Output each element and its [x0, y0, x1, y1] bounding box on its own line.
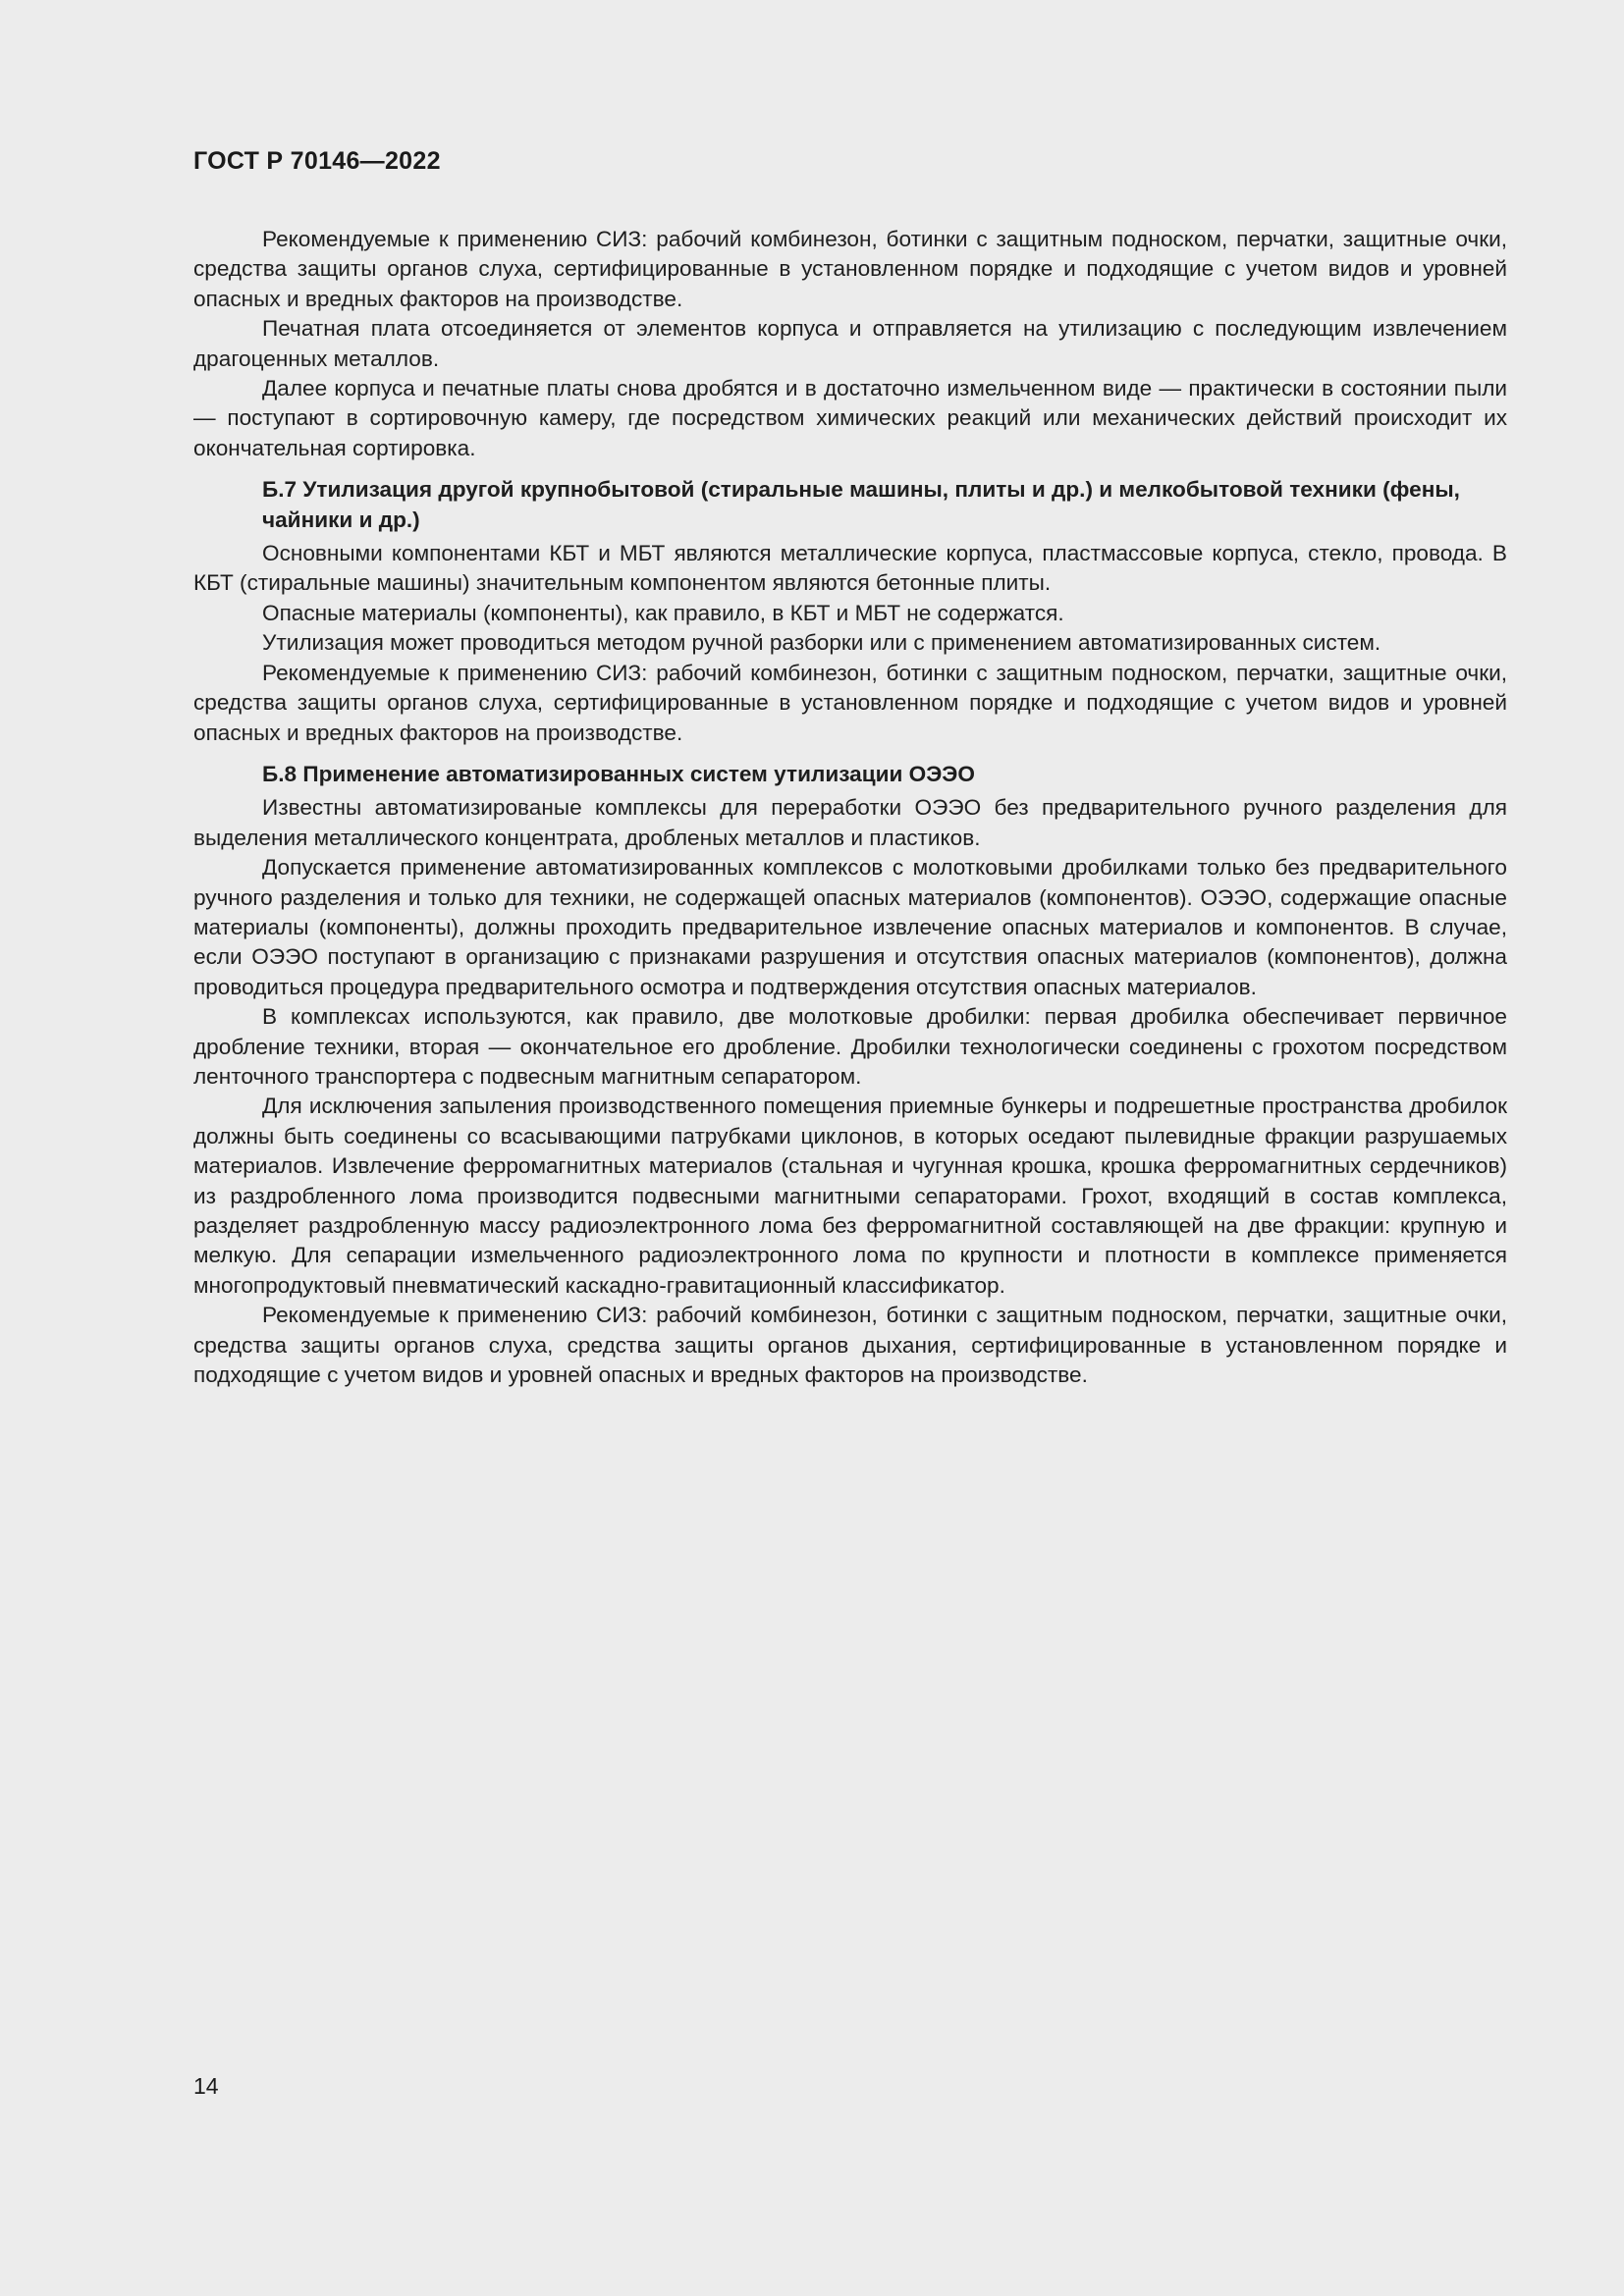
- paragraph: Утилизация может проводиться методом ручной разборки или с применением автоматизированных систем.: [262, 630, 1381, 656]
- document-code-header: ГОСТ Р 70146—2022: [193, 147, 441, 175]
- paragraph: Допускается применение автоматизированных комплексов с молотковыми дробилками только без предварительного ручного разделения и только для техники, не содержащей опасных материалов (компонентов). ОЭЭО, содержащие опасные материалы (компоненты), должны проходить предварительное извлечение опасных материалов и компонентов. В случае, если ОЭЭО поступают в организацию с признаками разрушения и отсутствия опасных материалов (компонентов), должна проводиться процедура предварительного осмотра и подтверждения отсутствия опасных материалов.: [193, 855, 1507, 999]
- paragraph: Печатная плата отсоединяется от элементов корпуса и отправляется на утилизацию с последующим извлечением драгоценных металлов.: [193, 316, 1507, 371]
- paragraph: Опасные материалы (компоненты), как правило, в КБТ и МБТ не содержатся.: [262, 600, 1064, 625]
- paragraph: Для исключения запыления производственного помещения приемные бункеры и подрешетные пространства дробилок должны быть соединены со всасывающими патрубками циклонов, в которых оседают пылевидные фракции разрушаемых материалов. Извлечение ферромагнитных материалов (стальная и чугунная крошка, крошка ферромагнитных сердечников) из раздробленного лома производится подвесными магнитными сепараторами. Грохот, входящий в состав комплекса, разделяет раздробленную массу радиоэлектронного лома без ферромагнитной составляющей на две фракции: крупную и мелкую. Для сепарации измельченного радиоэлектронного лома по крупности и плотности в комплексе применяется многопродуктовый пневматический каскадно-гравитационный классификатор.: [193, 1094, 1507, 1298]
- paragraph: Рекомендуемые к применению СИЗ: рабочий комбинезон, ботинки с защитным подноском, перчатки, защитные очки, средства защиты органов слуха, сертифицированные в установленном порядке и подходящие с учетом видов и уровней опасных и вредных факторов на производстве.: [193, 660, 1507, 745]
- paragraph: Рекомендуемые к применению СИЗ: рабочий комбинезон, ботинки с защитным подноском, перчатки, защитные очки, средства защиты органов слуха, сертифицированные в установленном порядке и подходящие с учетом видов и уровней опасных и вредных факторов на производстве.: [193, 227, 1507, 311]
- paragraph: Рекомендуемые к применению СИЗ: рабочий комбинезон, ботинки с защитным подноском, перчатки, защитные очки, средства защиты органов слуха, средства защиты органов дыхания, сертифицированные в установленном порядке и подходящие с учетом видов и уровней опасных и вредных факторов на производстве.: [193, 1303, 1507, 1388]
- paragraph: Известны автоматизированые комплексы для переработки ОЭЭО без предварительного ручного разделения для выделения металлического концентрата, дробленых металлов и пластиков.: [193, 795, 1507, 850]
- paragraph: Далее корпуса и печатные платы снова дробятся и в достаточно измельченном виде — практически в состоянии пыли — поступают в сортировочную камеру, где посредством химических реакций или механических действий происходит их окончательная сортировка.: [193, 376, 1507, 460]
- paragraph: В комплексах используются, как правило, две молотковые дробилки: первая дробилка обеспечивает первичное дробление техники, вторая — окончательное его дробление. Дробилки технологически соединены с грохотом посредством ленточного транспортера с подвесным магнитным сепаратором.: [193, 1004, 1507, 1089]
- section-heading-b7: Б.7 Утилизация другой крупнобытовой (стиральные машины, плиты и др.) и мелкобытовой техники (фены, чайники и др.): [262, 477, 1460, 532]
- paragraph: Основными компонентами КБТ и МБТ являются металлические корпуса, пластмассовые корпуса, стекло, провода. В КБТ (стиральные машины) значительным компонентом являются бетонные плиты.: [193, 541, 1507, 596]
- document-body: [193, 225, 1507, 1390]
- section-heading-b8: Б.8 Применение автоматизированных систем утилизации ОЭЭО: [262, 761, 975, 786]
- page-number: 14: [193, 2073, 219, 2099]
